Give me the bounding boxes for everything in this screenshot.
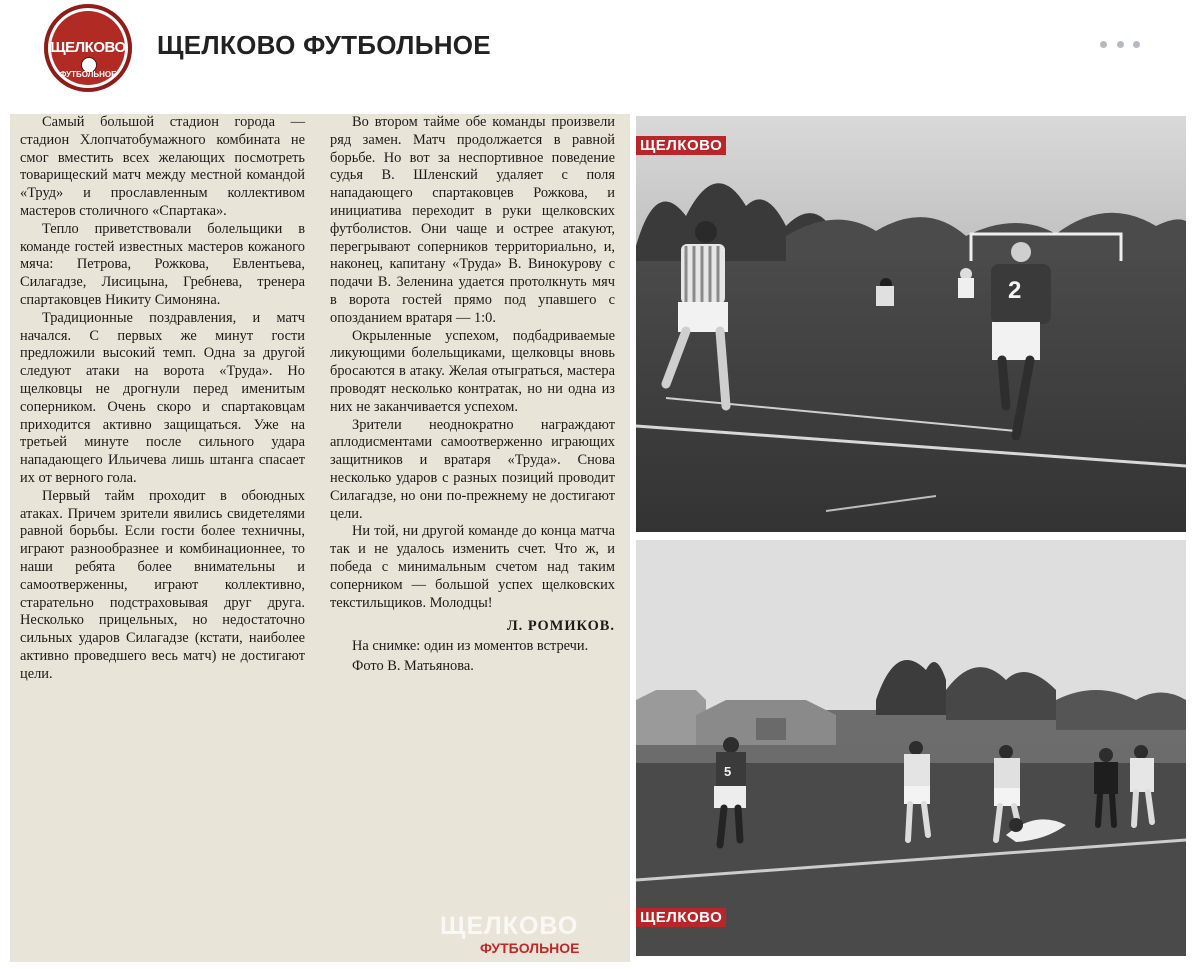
paragraph: Окрыленные успехом, подбадриваемые ликующими болельщиками, щелковцы вновь бросаются в атаку. Желая отыграться, мастера проводят несколько контратак, но ни одна из них не заканчивается успехом. xyxy=(330,327,615,415)
paragraph: Зрители неоднократно награждают аплодисментами самоотверженно играющих защитников и вратаря «Труда». Снова несколько ударов с разных позиций проводит Силагадзе, но они по-прежнему не достигают цели. xyxy=(330,416,615,522)
paragraph: Во втором тайме обе команды произвели ряд замен. Матч продолжается в равной борьбе. Но вот за неспортивное поведение судья В. Шленский удаляет с поля нападающего спартаковцев Рожкова, и инициатива переходит в руки щелковских футболистов. Они чаще и острее атакуют, перегрывают соперников территориально, и, наконец, капитану «Труда» В. Винокурову с подачи В. Зеленина удается протолкнуть мяч в ворота гостей прямо под упавшего с опозданием вратаря — 1:0. xyxy=(330,114,615,326)
player-number: 5 xyxy=(724,764,732,779)
photo-1-drawing xyxy=(636,116,1186,532)
dot xyxy=(1117,41,1124,48)
photo-logo: ЩЕЛКОВО xyxy=(636,908,726,927)
newspaper-clipping[interactable] xyxy=(10,114,630,962)
match-photo-2[interactable] xyxy=(636,540,1186,956)
watermark-subtext: ФУТБОЛЬНОЕ xyxy=(480,940,580,956)
post-header xyxy=(0,0,1200,112)
photo-logo: ЩЕЛКОВО xyxy=(636,136,726,155)
paragraph: Самый большой стадион города — стадион Хлопчатобумажного комбината не смог вместить всех желающих посмотреть товарищеский матч между местной командой «Труд» и прославленным коллективом мастеров столичного «Спартака». xyxy=(20,114,305,219)
watermark-text: ЩЕЛКОВО xyxy=(440,912,579,940)
paragraph: Тепло приветствовали болельщики в команде гостей известных мастеров кожаного мяча: Петрова, Рожкова, Евлентьева, Силагадзе, Лисицына, Гребнева, тренера спартаковцев Никиту Симоняна. xyxy=(20,220,305,308)
photo-credit: Фото В. Матьянова. xyxy=(352,657,474,674)
more-dots-icon[interactable] xyxy=(1100,32,1140,56)
paragraph: Ни той, ни другой команде до конца матча так и не удалось изменить счет. Что ж, и победа с минимальным счетом над таким соперником — большой успех щелковских текстильщиков. Молодцы! xyxy=(330,523,615,611)
photo-2-drawing xyxy=(636,540,1186,956)
community-title[interactable]: ЩЕЛКОВО ФУТБОЛЬНОЕ xyxy=(157,30,491,60)
article-column-1 xyxy=(20,114,305,684)
article-author: Л. РОМИКОВ. xyxy=(506,618,615,635)
paragraph: Первый тайм проходит в обоюдных атаках. Причем зрители явились свидетелями равной борьбы. Если гости более техничны, играют разнообразнее и комбинационнее, то наши ребята более внимательны и самоотверженны, играют коллективно, старательно подстраховывая друг друга. Несколько прицельных, но недостаточно сильных ударов Силагадзе (кстати, наиболее активно проведшего весь матч) не достигают цели. xyxy=(20,487,305,682)
match-photo-1[interactable] xyxy=(636,116,1186,532)
avatar-text: ЩЕЛКОВО xyxy=(50,39,126,56)
avatar-subtext: ФУТБОЛЬНОЕ xyxy=(59,70,117,79)
article-column-2 xyxy=(330,114,615,676)
player-number: 2 xyxy=(1008,277,1022,304)
community-avatar[interactable] xyxy=(44,4,132,92)
photo-caption: На снимке: один из моментов встречи. xyxy=(352,638,589,655)
paragraph: Традиционные поздравления, и матч начался. С первых же минут гости предложили высокий темп. Одна за другой следуют атаки на ворота «Труда». Но щелковцы не дрогнули перед именитым соперником. Очень скоро и спартаковцам приходится активно защищаться. Уже на третьей минуте после сильного удара нападающего Ильичева лишь штанга спасает их от верного гола. xyxy=(20,309,305,486)
dot xyxy=(1133,41,1140,48)
dot xyxy=(1100,41,1107,48)
